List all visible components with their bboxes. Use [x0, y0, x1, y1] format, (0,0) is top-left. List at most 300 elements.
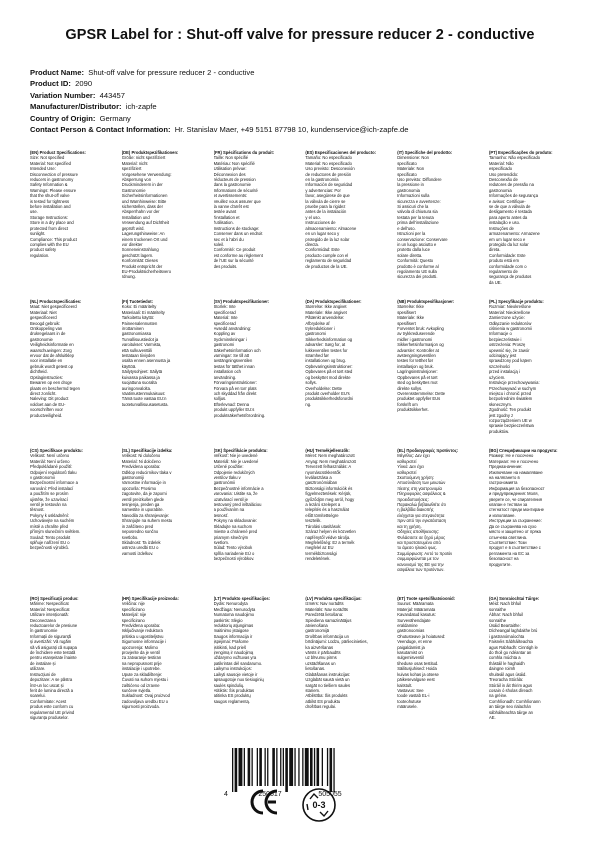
spec-block	[122, 150, 208, 290]
spec-heading: (SV) Produktspecifikationer:	[213, 299, 270, 304]
barcode-bar	[257, 748, 258, 786]
spec-line: Sonneneinstrahlung	[121, 247, 159, 253]
spec-line: provjerite da je ventil	[121, 650, 160, 656]
spec-heading: (DA) Produktspecifikationer:	[305, 299, 362, 304]
spec-line: réducteurs de pression	[213, 177, 256, 183]
spec-line: suojattuna suoralta	[121, 380, 157, 386]
spec-line: Atitiktis: Šis produktas	[213, 687, 255, 693]
spec-line: directa.	[305, 241, 319, 247]
spec-line: Sikkerhedsinformation og	[305, 336, 353, 342]
spec-line: Uchovávejte na suchém	[30, 518, 75, 524]
barcode-bar	[314, 748, 315, 786]
spec-line: spesifisert	[397, 309, 416, 315]
spec-line: installation och	[213, 369, 241, 375]
spec-line: voorschriften voor	[30, 407, 63, 413]
spec-line: prima dell'installazione	[397, 220, 439, 226]
spec-line: Conserver dans un endroit	[213, 231, 263, 237]
spec-line: miejscu i chronić przed	[488, 390, 532, 396]
spec-block	[214, 299, 300, 439]
spec-line: upewnić się, że zawór	[488, 347, 530, 353]
spec-block	[489, 150, 575, 290]
spec-block	[305, 150, 391, 290]
spec-line: saulės spindulių.	[213, 682, 245, 688]
spec-line: Uso pretendido:	[488, 171, 519, 177]
spec-line: saugos reglamentą.	[213, 698, 250, 704]
spec-line: sted og beskyttes mot	[397, 380, 438, 386]
spec-line: Veľkosť: Nie je uvedené	[213, 453, 258, 459]
spec-line: Materiał: Nieokreślone	[488, 309, 531, 315]
spec-line: Sicherheitsinformationen	[121, 193, 168, 199]
spec-line: neposredno sončno	[121, 529, 159, 535]
spec-line: Kavandatud kasutus:	[397, 612, 436, 618]
spec-line: Vastavus: See	[397, 687, 424, 693]
spec-line: se de que a válvula de	[488, 204, 531, 210]
barcode-bar	[265, 748, 266, 786]
spec-line: vārsts ir pārbaudīts	[305, 650, 341, 656]
spec-line: Předpokládané použití:	[30, 464, 73, 470]
spec-line: varningar: Se till att	[213, 353, 250, 359]
spec-line: Deconectarea	[30, 617, 56, 623]
spec-line: Instructions de stockage:	[213, 225, 260, 231]
spec-line: Velikost: Není určeno	[30, 453, 70, 459]
spec-line: Sukladnost: Ovaj proizvod	[121, 693, 170, 699]
spec-line: ostrzeżenia: Proszę	[488, 342, 526, 348]
spec-line: spezifiziert	[121, 166, 142, 172]
spec-heading: (EN) Product Specifications:	[30, 150, 86, 155]
spec-line: producto cumple con el	[305, 252, 349, 258]
spec-line: Förvara på en torr plats	[213, 385, 257, 391]
spec-line: daingne roimh	[488, 666, 516, 672]
spec-line: l'installation et	[213, 214, 240, 220]
spec-line: Veiligheidsinformatie en	[30, 342, 74, 348]
spec-line: protetto dalla luce	[397, 247, 430, 253]
spec-line: Comhlíonadh: Comhlíonann	[488, 698, 541, 704]
spec-line: Informacje o	[488, 331, 512, 337]
spec-line: trykreduktioner i	[305, 326, 335, 332]
spec-line: Συμμόρφωση: Αυτό το προϊόν	[397, 550, 453, 556]
spec-line: η βαλβίδα διακοπής	[397, 507, 434, 513]
info-label: Product ID:	[30, 79, 71, 89]
spec-line: sunlight.	[30, 231, 46, 237]
spec-line: Glabāšanas instrukcijas:	[305, 671, 351, 677]
spec-line: Soulad: Tento produkt	[30, 534, 71, 540]
spec-block	[397, 596, 483, 736]
spec-line: să vă asigurați că supapa	[30, 644, 77, 650]
info-row	[30, 78, 590, 89]
spec-line: protegido de la luz solar	[305, 236, 350, 242]
spec-line: Bezpečnostní informace a	[30, 480, 78, 486]
barcode-bar	[235, 748, 238, 792]
barcode-bar	[252, 748, 253, 786]
spec-line: szczelności	[488, 363, 511, 369]
spec-line: Съответствие: Този	[488, 539, 527, 545]
spec-line: uz blīvumu pirms	[305, 655, 337, 661]
spec-line: και τη χρήση.	[397, 523, 422, 529]
spec-line: Koppling av	[213, 331, 236, 337]
barcode-digits: 505055	[318, 791, 342, 798]
spec-line: a použitím se prosím	[30, 491, 69, 497]
spec-heading: (SL) Specifikacije izdelka:	[121, 448, 173, 453]
spec-line: des produits.	[213, 263, 238, 269]
spec-line: rozporządzeniem UE w	[488, 417, 532, 423]
barcode-bar	[289, 748, 293, 786]
spec-line: gastronomi	[213, 342, 235, 348]
spec-line: produs este conform cu	[30, 704, 74, 710]
spec-line: Materiale: Ikke angivet	[305, 309, 347, 315]
spec-block	[489, 596, 575, 736]
spec-line: para aperto antes da	[488, 214, 528, 220]
spec-line: priamym slnečným	[213, 534, 249, 540]
spec-line: Størrelse: Ikke angivet	[305, 304, 347, 310]
barcode-bar	[276, 748, 277, 786]
spec-line: Saugos informacija ir	[213, 633, 253, 639]
spec-line: Zamierzone użycie:	[488, 315, 525, 321]
spec-line: produktet oppfyller EUs	[397, 396, 441, 402]
spec-line: продукт е в съответствие с	[488, 545, 541, 551]
spec-line: bezpośrednim światłem	[488, 396, 533, 402]
spec-line: namestite in uporabite.	[121, 507, 164, 513]
spec-line: varnosti izdelkov.	[121, 550, 154, 556]
spec-line: uzatvárací ventil je	[213, 496, 248, 502]
spec-line: Informations de sécurité	[213, 187, 258, 193]
spec-line: Tervezett felhasználás: A	[305, 464, 352, 470]
spec-line: tesnosť.	[213, 512, 229, 518]
spec-line: Materiaali: Ei määritelty	[121, 309, 165, 315]
spec-line: en la gastronomía	[305, 177, 339, 183]
spec-heading: (ES) Especificaciones del producto:	[305, 150, 377, 155]
spec-line: armazenamento: Armazene	[488, 231, 540, 237]
spec-line: Intended Use:	[30, 166, 56, 172]
barcode-bar	[280, 748, 281, 786]
spec-line: място и защитено от пряка	[488, 529, 541, 535]
spec-line: Lagerungshinweise: An	[121, 231, 165, 237]
spec-line: plaats en beschermd tegen	[30, 385, 80, 391]
spec-line: Utilisation prévue:	[213, 166, 247, 172]
spec-line: καθοριστεί	[397, 458, 417, 464]
spec-block	[30, 448, 116, 588]
spec-line: gespecificeerd	[30, 315, 57, 321]
spec-line: bezpečnosti výrobkov.	[213, 556, 255, 562]
spec-line: sonraithe	[488, 606, 507, 612]
spec-line: Material: No especificado	[305, 160, 352, 166]
spec-line: gastronomi	[305, 331, 326, 337]
spec-line: místě a chraňte před	[30, 523, 68, 529]
spec-block	[397, 150, 483, 290]
spec-line: sunčeve svjetla.	[121, 687, 152, 693]
spec-line: prodotto è conforme al	[397, 263, 439, 269]
spec-line: nyomáscsökkentők	[305, 469, 341, 475]
spec-line: Upute za skladištenje:	[121, 671, 163, 677]
spec-line: comhla múchta a	[488, 655, 521, 661]
spec-block	[305, 596, 391, 736]
spec-line: geschützt lagern.	[121, 252, 154, 258]
spec-line: tesztelik.	[305, 518, 322, 524]
spec-line: sargāt no tiešiem saules	[305, 682, 351, 688]
spec-line: Materiale: Ikke	[397, 315, 425, 321]
info-row	[30, 113, 590, 124]
spec-line: Да се съхранява на сухо	[488, 523, 537, 529]
info-value: 2090	[75, 79, 93, 89]
ce-mark-icon	[250, 787, 280, 817]
info-row	[30, 124, 590, 135]
spec-line: sábháilteachta táirge an	[488, 709, 533, 715]
spec-line: Déconnexion des	[213, 171, 246, 177]
spec-line: Sikkerhetsinformasjon og	[397, 342, 444, 348]
spec-block	[30, 596, 116, 736]
spec-line: segurança de produtos	[488, 274, 532, 280]
spec-line: Warnings: Please ensure	[30, 187, 77, 193]
spec-line: forskrift om	[397, 401, 418, 407]
spec-line: utilizare.	[30, 666, 46, 672]
spec-line: direct zonlicht.	[30, 390, 57, 396]
spec-line: įsitikinti, kad prieš	[213, 644, 247, 650]
info-value: ich-zapfe	[125, 102, 157, 112]
spec-line: a používaním na	[213, 507, 245, 513]
spec-line: Opbevares på et tørt sted	[305, 369, 353, 375]
spec-line: įrengimą ir naudojimą	[213, 650, 254, 656]
spec-line: Matériau: Non spécifié	[213, 160, 255, 166]
spec-block	[214, 448, 300, 588]
spec-line: odcinający jest	[488, 353, 517, 359]
spec-line: Efterlevnad: Denna	[213, 401, 250, 407]
barcode-bar	[272, 748, 275, 786]
spec-line: reductoarelor de presiune	[30, 623, 78, 629]
spec-line: zaštićeno od izravne	[121, 682, 160, 688]
spec-line: Veenduge, et enne	[397, 639, 432, 645]
spec-line: în gastronomie	[30, 628, 58, 634]
spec-line: auringonvalolta.	[121, 385, 152, 391]
spec-line: l'utilisation.	[213, 220, 234, 226]
spec-line: instalação e uso.	[488, 220, 521, 226]
spec-line: Pokyny na skladovanie:	[213, 518, 258, 524]
spec-line: Treoracha Stórála:	[488, 677, 524, 683]
spec-line: bezpečnosti výrobků.	[30, 545, 69, 551]
spec-line: gebruik wordt getest op	[30, 363, 74, 369]
spec-line: upozorenja: Molimo	[121, 644, 158, 650]
spec-line: la vanne d'arrêt est	[213, 204, 249, 210]
barcode-digits: 250517	[258, 791, 282, 798]
spec-line: is tested for tightness	[30, 198, 70, 204]
spec-line: Gastronomie	[121, 187, 146, 193]
spec-line: voldoet aan de EU-	[30, 401, 66, 407]
spec-line: Skladujte na suchom	[213, 523, 253, 529]
barcode-bar	[285, 748, 288, 792]
spec-line: безопасност на	[488, 556, 519, 562]
barcode-bar	[302, 748, 303, 786]
spec-line: Ábhar: Nach bhfuil	[488, 612, 524, 618]
spec-line: specificato	[397, 160, 417, 166]
spec-line: et avertissements:	[213, 193, 248, 199]
spec-heading: (LT) Produkto specifikacijos:	[213, 596, 271, 601]
spec-line: Odklop reducirnikov tlaka v	[121, 469, 172, 475]
spec-line: gastronomia	[397, 187, 420, 193]
barcode-bar	[294, 748, 295, 786]
spec-line: de l'UE sur la sécurité	[213, 258, 254, 264]
spec-row	[30, 299, 575, 439]
spec-line: előtt tömítettségre	[305, 512, 339, 518]
spec-line: Размер: Не е посочено	[488, 453, 534, 459]
spec-line: solljus.	[213, 396, 227, 402]
spec-line: osalta ennen asennusta ja	[121, 358, 171, 364]
info-value: Shut-off valve for pressure reducer 2 - conductive	[88, 68, 255, 77]
spec-line: Afbrydelse af	[305, 320, 330, 326]
spec-line: gastronoomias	[397, 628, 425, 634]
spec-line: įspėjimai: Prašome	[213, 639, 249, 645]
spec-line: reglamento de seguridad	[305, 258, 352, 264]
spec-line: Conformidade: Este	[488, 252, 526, 258]
spec-line: Instrucciones de	[305, 220, 336, 226]
spec-line: Tamanho: Não especificado	[488, 155, 541, 161]
spec-line: Materjal: Määramata	[397, 606, 436, 612]
spec-line: Φυλάσσετε σε ξηρό μέρος	[397, 534, 446, 540]
spec-line: y advertencias: Por	[305, 187, 341, 193]
barcode-bar	[317, 748, 320, 786]
spec-line: καθοριστεί	[397, 469, 417, 475]
spec-line: solare diretta.	[397, 252, 423, 258]
spec-line: waarschuwingen: Zorg	[30, 347, 72, 353]
spec-line: Предназначение:	[488, 464, 523, 470]
spec-line: Materijal: nije	[121, 612, 147, 618]
spec-line: voor installatie en	[30, 358, 63, 364]
spec-line: in un luogo asciutto e	[397, 241, 437, 247]
spec-line: v gastronomii	[30, 475, 55, 481]
spec-line: geprüft wird.	[121, 225, 145, 231]
spec-line: napfénytől védve tárolja.	[305, 534, 351, 540]
spec-line: agus Rabhadh: Cinntigh le	[488, 644, 538, 650]
spec-line: atitinka ES produktų	[213, 693, 251, 699]
spec-line: kaitstult.	[397, 682, 413, 688]
spec-line: dichtheid.	[30, 369, 48, 375]
spec-line: Installation und	[121, 214, 150, 220]
spec-line: product safety	[30, 247, 57, 253]
spec-line: Materiaal: Niet	[30, 309, 57, 315]
spec-line: lukkeventilen testes for	[305, 347, 348, 353]
spec-line: ervoor dat de afsluitklep	[30, 353, 74, 359]
spec-line: Biztonsági információk és	[305, 485, 353, 491]
spec-line: Drošības informācija un	[305, 633, 349, 639]
spec-line: svetlom.	[213, 539, 230, 545]
spec-line: za zatvaranje testiran	[121, 655, 162, 661]
spec-heading: (NB) Produktspesifikasjoner:	[397, 299, 455, 304]
spec-line: Säkerhetsinformation och	[213, 347, 261, 353]
spec-line: Store in a dry place and	[30, 220, 74, 226]
spec-line: Stóráil in áit thirim agus	[488, 682, 533, 688]
barcode-bar	[259, 748, 262, 786]
spec-line: especificado	[488, 166, 513, 172]
spec-line: päikesevalguse eest	[397, 677, 435, 683]
spec-line: rdnung.	[121, 274, 136, 280]
spec-line: direta.	[488, 247, 501, 253]
spec-line: sollys.	[305, 380, 317, 386]
spec-heading: (EL) Προδιαγραφές προϊόντος:	[397, 448, 459, 453]
spec-line: Desconexão de	[488, 177, 518, 183]
spec-line: siguranța produselor.	[30, 714, 69, 720]
spec-line: uzstādīšanas un	[305, 660, 336, 666]
spec-line: de reductores de presión	[305, 171, 352, 177]
spec-line: Verwendung auf Dichtheit	[121, 220, 169, 226]
spec-line: shuiteáil agus úsáid.	[488, 671, 527, 677]
spec-row	[30, 150, 575, 290]
spec-line: produktów.	[488, 428, 510, 434]
spec-line: patikrintas dėl sandarumo.	[213, 660, 263, 666]
spec-line: i gastranómaíochta	[488, 633, 525, 639]
spec-line: Veličina: nije	[121, 601, 145, 607]
spec-block	[122, 299, 208, 439]
spec-line: Materiale: Non	[397, 166, 425, 172]
spec-line: Dícheangal laghdaithe brú	[488, 628, 538, 634]
spec-line: de închidere este testată	[30, 650, 76, 656]
info-label: Manufacturer/Distributor:	[30, 102, 122, 112]
spec-line: ventil preizkušen glede	[121, 496, 164, 502]
spec-line: стегнатост преди монтиране	[488, 507, 544, 513]
spec-line: direkte sollys.	[397, 385, 423, 391]
spec-line: av trykkreduserende	[397, 331, 435, 337]
spec-line: Ontkoppeling van	[30, 326, 63, 332]
spec-heading: (LV) Produkta specifikācijas:	[305, 596, 362, 601]
spec-line: Avsedd användning:	[213, 326, 252, 332]
spec-line: soarelui.	[30, 693, 46, 699]
spec-line: gastronomiassa	[121, 331, 152, 337]
spec-line: leválasztása a	[305, 475, 332, 481]
spec-line: Sigurnosne informacije i	[121, 639, 166, 645]
spec-line: och skyddad från direkt	[213, 390, 257, 396]
barcode-bar	[244, 748, 245, 786]
spec-line: la válvula de cierre se	[305, 198, 346, 204]
spec-line: Shranjujte na suhem mestu	[121, 518, 173, 524]
spec-heading: (RO) Specificații produs:	[30, 596, 79, 601]
spec-block	[30, 299, 116, 439]
spec-line: Istruzioni per la	[397, 231, 426, 237]
spec-line: että sulkuventtiili	[121, 347, 153, 353]
spec-line: Tárolási utasítások:	[305, 523, 342, 529]
spec-line: Informații de siguranță	[30, 633, 71, 639]
spec-line: Materiál: Není určeno	[30, 458, 70, 464]
spec-line: maitinimo įstaigose	[213, 628, 249, 634]
spec-line: Información de seguridad	[305, 182, 353, 188]
spec-line: ventil je testován na	[30, 502, 67, 508]
spec-line: προειδοποιήσεις:	[397, 496, 429, 502]
spec-line: complies with the EU	[30, 241, 69, 247]
barcode-bar	[239, 748, 243, 786]
spec-line: ng.	[305, 401, 312, 407]
spec-line: Αποσύνδεση των μειωτών	[397, 480, 446, 486]
spec-line: Tarkoitettu käyttö:	[121, 315, 155, 321]
spec-row	[30, 448, 575, 588]
spec-line: irrottaminen	[121, 326, 144, 332]
spec-line: pritiska u ugostiteljstvu	[121, 633, 164, 639]
spec-line: Megfelelőség: Ez a termék	[305, 539, 355, 545]
spec-block	[214, 150, 300, 290]
spec-line: användning.	[213, 374, 237, 380]
spec-line: Материал: Не е посочено	[488, 458, 539, 464]
spec-line: varovania: Uistite sa, že	[213, 491, 258, 497]
spec-line: stramhed før	[305, 353, 329, 359]
spec-line: Survevähendajate	[397, 617, 431, 623]
spec-line: regulamentul UE privind	[30, 709, 75, 715]
spec-line: Koko: Ei määritelty	[121, 304, 157, 310]
spec-line: Medžiaga: Nenurodyta	[213, 606, 256, 612]
spec-line: eraldamine	[397, 623, 418, 629]
spec-line: Säilytysohjeet: Säilytä	[121, 369, 163, 375]
spec-line: telepítés és a használat	[305, 507, 349, 513]
spec-line: testata per la tenuta	[397, 214, 434, 220]
spec-line: bezpieczeństwie i	[488, 336, 522, 342]
spec-line: tesnjenja, preden ga	[121, 502, 160, 508]
spec-line: do thoil go ndéantar an	[488, 650, 532, 656]
spec-line: Suurus: Määramata	[397, 601, 434, 607]
spec-line: Spiediena samazinātājus	[305, 617, 352, 623]
spec-line: Förvaringsinstruktioner:	[213, 380, 257, 386]
